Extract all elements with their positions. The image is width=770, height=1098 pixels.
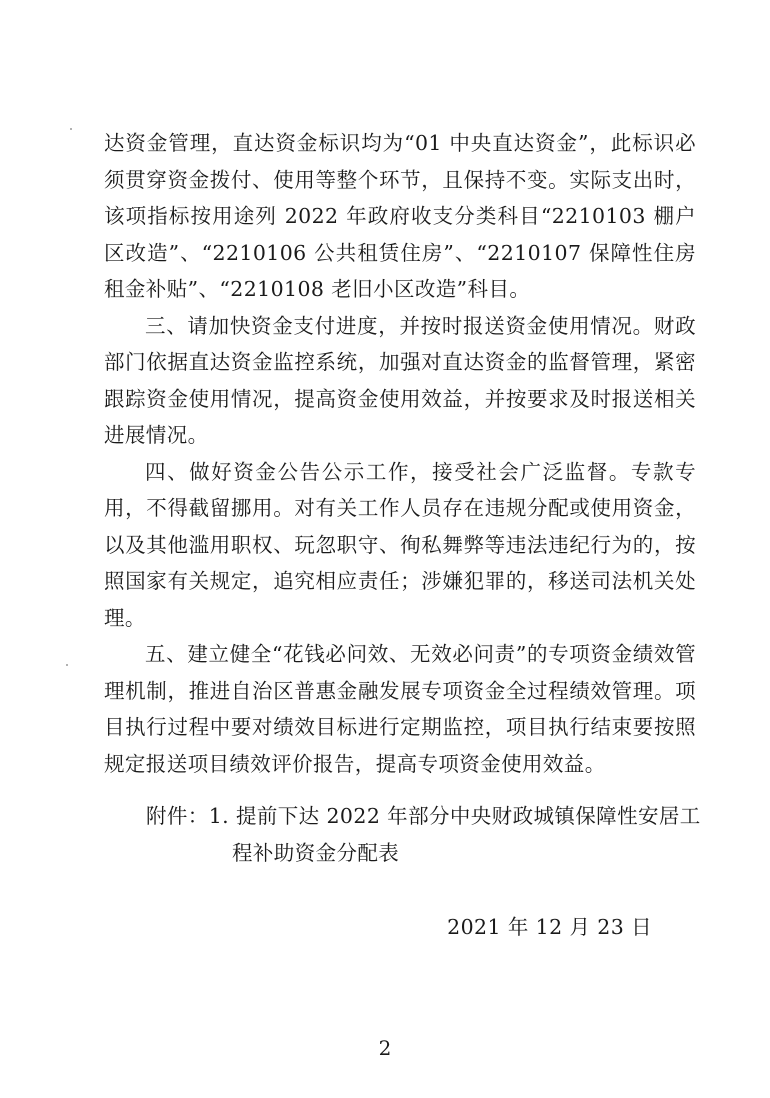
document-body bbox=[104, 125, 696, 782]
paragraph-item-five: 五、建立健全“花钱必问效、无效必问责”的专项资金绩效管理机制，推进自治区普惠金融发展专项资金全过程绩效管理。项目执行过程中要对绩效目标进行定期监控，项目执行结束要按照规定报送项目绩效评价报告，提高专项资金使用效益。 bbox=[104, 642, 696, 776]
scan-speck bbox=[70, 128, 72, 130]
paragraph-item-three: 三、请加快资金支付进度，并按时报送资金使用情况。财政部门依据直达资金监控系统，加强对直达资金的监督管理，紧密跟踪资金使用情况，提高资金使用效益，并按要求及时报送相关进展情况。 bbox=[104, 313, 696, 447]
attachment-line-2: 程补助资金分配表 bbox=[232, 840, 400, 865]
attachment-block bbox=[146, 798, 706, 871]
scan-speck bbox=[66, 664, 68, 666]
attachment-line-1: 附件：1. 提前下达 2022 年部分中央财政城镇保障性安居工 bbox=[146, 804, 701, 828]
page-number: 2 bbox=[378, 1036, 392, 1060]
document-date: 2021 年 12 月 23 日 bbox=[447, 915, 652, 939]
paragraph-continuation: 达资金管理，直达资金标识均为“01 中央直达资金”，此标识必须贯穿资金拨付、使用等整个环节，且保持不变。实际支出时，该项指标按用途列 2022 年政府收支分类科目“2210103 棚户区改造”、“2210106 公共租赁住房”、“2210107 保障性住房租金补贴”、“2210108 老旧小区改造”科目。 bbox=[104, 131, 696, 301]
paragraph-item-four: 四、做好资金公告公示工作，接受社会广泛监督。专款专用，不得截留挪用。对有关工作人员存在违规分配或使用资金，以及其他滥用职权、玩忽职守、徇私舞弊等违法违纪行为的，按照国家有关规定，追究相应责任；涉嫌犯罪的，移送司法机关处理。 bbox=[104, 459, 696, 630]
